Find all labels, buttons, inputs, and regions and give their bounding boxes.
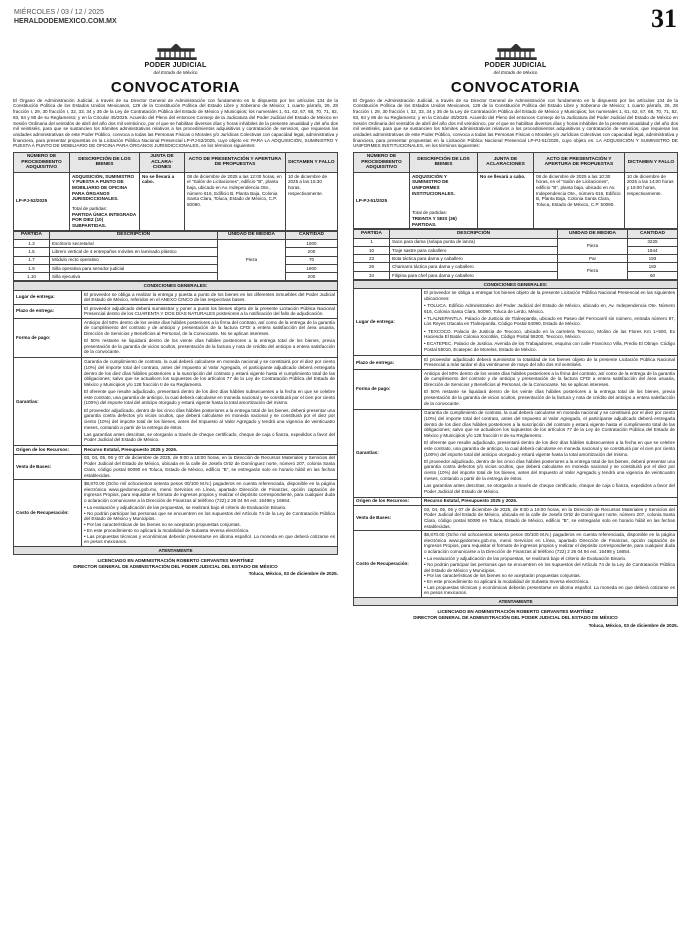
plazo-text: El proveedor adjudicado deberá suministrar la totalidad de los bienes objeto de la presente Licitación Pública Nacional Presencial a más tardar el día veintinueve de mayo del año dos mil veintiséis. <box>422 355 678 369</box>
th-descripcion: DESCRIPCIÓN <box>50 231 218 239</box>
label-garantias: Garantías: <box>354 409 422 497</box>
plazo-text: El proveedor adjudicado deberá suministrar y poner a punto los bienes objeto de la presente Licitación Pública Nacional Presencial dentro de los CUARENTA Y DOS DÍAS NATURALES posteriores a la notificación del fallo de adjudicación. <box>82 304 338 318</box>
table-row <box>14 264 338 272</box>
acto: 08 de diciembre de 2025 a las 10:30 horas, en el "Salón de Licitaciones", edificio "B", planta baja, ubicado en Av. Independencia Ote., número 616, Edificio B, Planta Baja, Colonia Santa Clara, Toluca, Estado de México, C.P. 50090. <box>534 172 625 229</box>
item-partida: 23 <box>354 255 390 263</box>
origen-text: Recurso Estatal, Presupuesto 2025 y 2026. <box>82 446 338 454</box>
org-name: PODER JUDICIAL <box>484 62 547 69</box>
item-qty: 1900 <box>286 264 338 272</box>
item-desc: Silla ejecutiva <box>50 273 218 281</box>
item-unit: Pieza <box>218 239 286 280</box>
label-pago: Forma de pago: <box>354 369 422 409</box>
label-garantias: Garantías: <box>14 358 82 446</box>
item-qty: 182 <box>628 263 678 271</box>
th-cantidad: CANTIDAD <box>628 230 678 238</box>
table-row <box>354 238 678 246</box>
th-desc: DESCRIPCIÓN DE LOS BIENES <box>70 153 140 173</box>
th-junta: JUNTA DE ACLARACIONES <box>478 153 534 173</box>
item-partida: 1.5 <box>14 248 50 256</box>
signer-title: DIRECTOR GENERAL DE ADMINISTRACIÓN DEL PODER JUDICIAL DEL ESTADO DE MÉXICO <box>413 614 618 620</box>
acto: 08 de diciembre de 2025 a las 12:00 horas, en el "Salón de Licitaciones", edificio "B", planta baja, ubicado en Av. Independencia Ote., número 616, Edificio B, Planta Baja, Colonia Santa Clara, Toluca, Estado de México, C.P. 50090. <box>185 172 286 230</box>
convocatoria-title: CONVOCATORIA <box>110 78 241 96</box>
proc-desc-cell <box>70 172 140 230</box>
venta-text: 03, 04, 05, 06 y 07 de diciembre de 2025, de 9:00 a 18:00 horas, en la Dirección de Recursos Materiales y Servicios del Poder Judicial del Estado de México, ubicada en la calle de Josefa Ortiz de Domínguez norte, número 207, colonia Santa Clara, código postal 50090 en Toluca, Estado de México, edificio "B", se entregarán solo en horario hábil en las fechas establecidas. <box>422 505 678 530</box>
convocatoria-title: CONVOCATORIA <box>450 78 581 96</box>
label-costo: Costo de Recuperación: <box>354 531 422 598</box>
lugar-text: El proveedor se obliga a realizar la entrega y puesta a punto de los bienes en los diferentes inmuebles del Poder Judicial del Estado de México, referidos en el ANEXO CINCO de las respectivas bases. <box>82 290 338 304</box>
label-pago: Forma de pago: <box>14 318 82 358</box>
place-date: Toluca, México, 03 de diciembre de 2025. <box>248 571 338 577</box>
th-descripcion: DESCRIPCIÓN <box>390 230 558 238</box>
th-acto: ACTO DE PRESENTACIÓN Y APERTURA DE PROPUESTAS <box>185 153 286 173</box>
total-label: Total de partidas: <box>72 206 107 212</box>
conditions-table <box>13 281 338 555</box>
list-item: • TEXCOCO. Palacio de Justicia de Texcoco, ubicado en la carretera Texcoco, Molino de las Flores Km 1+500, Ex Hacienda El Batán Colonia Xocotlán, Código Postal 56200, Texcoco, México. <box>424 328 675 340</box>
convocatoria-right <box>353 44 678 916</box>
convocatoria-left <box>13 44 338 916</box>
place-date: Toluca, México, 03 de diciembre de 2025. <box>588 622 678 628</box>
item-unit: Pieza <box>558 238 628 255</box>
lugar-cell <box>422 289 678 356</box>
org-subtitle: del Estado de México <box>493 70 538 75</box>
list-item: • Por las características de los bienes no se aceptarán propuestas conjuntas. <box>424 573 581 579</box>
label-plazo: Plazo de entrega: <box>354 355 422 369</box>
org-subtitle: del Estado de México <box>153 70 198 75</box>
th-acto: ACTO DE PRESENTACIÓN Y APERTURA DE PROPUESTAS <box>534 153 625 173</box>
item-qty: 70 <box>286 256 338 264</box>
label-lugar: Lugar de entrega: <box>354 289 422 356</box>
list-item: • La evaluación y adjudicación de las propuestas, se realizará bajo el criterio de Evaluación Binario. <box>424 556 627 562</box>
origen-text: Recurso Estatal, Presupuesto 2025 y 2026. <box>422 497 678 505</box>
item-desc: Librero vertical de 4 entrepaños móviles en laminado plástico <box>50 248 218 256</box>
signer-name: LICENCIADO EN ADMINISTRACIÓN ROBERTO CERVANTES MARTÍNEZ <box>437 609 594 615</box>
list-item: • Por las características de los bienes no se aceptarán propuestas conjuntas. <box>84 522 241 528</box>
list-item: • TLALNEPANTLA. Palacio de Justicia de Tlalnepantla, ubicado en Paseo del Ferrocarril sin número, entrada número 87, Los Reyes Iztacala en Tlalnepantla, Código Postal 54090, Estado de México. <box>424 315 675 327</box>
poder-judicial-logo <box>13 44 338 60</box>
table-row <box>14 273 338 281</box>
list-item: • En este procedimiento no aplicará la modalidad de Subasta Inversa electrónica. <box>424 579 590 585</box>
costo-text: $8,870.00 (Ocho mil ochocientos setenta pesos 00/100 M.N.) pagaderos en cuenta referenciada, disponible en la página electrónica www.pjedomex.gob.mx, menú Servicios en Línea, apartado Dirección de Finanzas, opción captación de Ingresos Propios, para requisitar el formato de ingresos propios y realizar el depósito correspondiente, para cualquier duda o aclaración comunicarse a la Dirección de Finanzas al teléfono (722) 2 26 04 94 ext. 15498 y 16654. <box>424 532 675 555</box>
total-partidas: PARTIDA ÚNICA INTEGRADA POR DIEZ (10) SUBPARTIDAS. <box>72 211 136 229</box>
lugar-intro: El proveedor se obliga a entregar los bienes objeto de la presente Licitación Pública Nacional Presencial en las siguientes ubicaciones: <box>424 290 675 301</box>
proc-desc-cell <box>410 172 478 229</box>
items-table <box>353 229 678 280</box>
proc-desc: ADQUISICIÓN, SUMINISTRO Y PUESTA A PUNTO DE MOBILIARIO DE OFICINA PARA ÓRGANOS JURISDICCIONALES. <box>72 173 135 202</box>
total-label: Total de partidas: <box>412 210 447 216</box>
label-origen: Origen de los Recursos: <box>354 497 422 505</box>
item-partida: 1.9 <box>14 264 50 272</box>
item-desc: Silla operativa para servidor judicial <box>50 264 218 272</box>
total-partidas: TREINTA Y SEIS (36) PARTIDAS. <box>412 216 457 227</box>
proc-number: LP-PJ-51/2025 <box>354 172 410 229</box>
label-venta: Venta de Bases: <box>14 454 82 479</box>
item-partida: 34 <box>354 271 390 279</box>
item-qty: 60 <box>628 271 678 279</box>
pago-restante: El 50% restante se liquidará dentro de los veinte días hábiles posteriores a la entrega total de los bienes, previa presentación de la garantía de vicios ocultos, presentación de la factura y nota de crédito del anticipo a entera satisfacción de la convocante. <box>84 338 335 355</box>
label-venta: Venta de Bases: <box>354 505 422 530</box>
venta-text: 03, 04, 05, 06 y 07 de diciembre de 2025, de 9:00 a 18:00 horas, en la Dirección de Recursos Materiales y Servicios del Poder Judicial del Estado de México, ubicada en la calle de Josefa Ortiz de Domínguez norte, número 207, colonia Santa Clara, código postal 50090 en Toluca, Estado de México, edificio "B", se entregarán solo en horario hábil en las fechas establecidas. <box>82 454 338 479</box>
th-partida: PARTIDA <box>354 230 390 238</box>
procedure-table <box>353 152 678 229</box>
header-site[interactable]: HERALDODEMEXICO.COM.MX <box>14 18 117 25</box>
costo-text: $8,870.00 (Ocho mil ochocientos setenta pesos 00/100 M.N.) pagaderos en cuenta referenciada, disponible en la página electrónica www.pjedomex.gob.mx, menú Servicios en Línea, apartado Dirección de Finanzas, opción captación de Ingresos Propios, para requisitar el formato de ingresos propios y realizar el depósito correspondiente, para cualquier duda o aclaración comunicarse a la Dirección de Finanzas al teléfono (722) 2 26 04 94 ext. 15498 y 16654. <box>84 480 335 503</box>
table-row <box>14 256 338 264</box>
org-name: PODER JUDICIAL <box>144 62 207 69</box>
th-partida: PARTIDA <box>14 231 50 239</box>
item-desc: Filipina para chef para dama y caballero <box>390 271 558 279</box>
item-qty: 193 <box>628 255 678 263</box>
list-item: • TOLUCA. Edificio Administrativo del Poder Judicial del Estado de México, ubicado en, Av. Independencia Ote. Número 616, Colonia Santa Clara, 50090, Toluca de Lerdo, México. <box>424 302 675 314</box>
proc-number: LP-PJ-52/2025 <box>14 172 70 230</box>
th-unidad: UNIDAD DE MEDIDA <box>218 231 286 239</box>
item-desc: Módulo recto operativo <box>50 256 218 264</box>
table-row <box>354 255 678 263</box>
pago-cell <box>422 369 678 409</box>
garantia-cumplimiento: Garantía de cumplimiento de contrato, la cual deberá calcularse en moneda nacional y se constituirá por el diez por ciento (10%) del importe total del contrato, antes del Impuesto al Valor Agregado, el participante adjudicado deberá entregarla dentro de los diez días hábiles posteriores a la suscripción del contrato y estará vigente hasta el cumplimiento total de las obligaciones; salvo que se actualicen los supuestos de los artículos 77 de la Ley de Contratación Pública del Estado de México y Municipios y/o 128 fracción II de su Reglamento. <box>424 410 675 439</box>
garantia-anticipo: El oferente que resulte adjudicado, presentará dentro de los diez días hábiles subsecuentes a la fecha en que se celebre este contrato, una garantía de anticipo, la cual deberá calcularse en moneda nacional y se constituirá por el cien por ciento (100%) del importe total del anticipo otorgado y estará vigente hasta la total amortización del mismo. <box>424 440 675 457</box>
poder-judicial-logo <box>353 44 678 60</box>
atentamente: ATENTAMENTE <box>14 546 338 554</box>
item-desc: Traje sastre para caballero <box>390 246 558 254</box>
conditions-title: CONDICIONES GENERALES: <box>14 282 338 290</box>
pago-anticipo: Anticipo del 50% dentro de los veinte días hábiles posteriores a la firma del contrato, así como de la entrega de la garantía de cumplimiento del contrato y de anticipo y presentación de la factura CFDI a entera satisfacción del área usuaria, Dirección de Servicios y Beneficios al Personal, de la Convocante. No se aplican intereses. <box>424 370 675 388</box>
item-partida: 1 <box>354 238 390 246</box>
item-qty: 1000 <box>286 239 338 247</box>
list-item: • No podrán participar las personas que se encuentren en los supuestos del Artículo 74 de la Ley de Contratación Pública del Estado de México y Municipios. <box>424 561 675 573</box>
item-desc: Chamarra táctica para dama y caballero <box>390 263 558 271</box>
th-junta: JUNTA DE ACLARA-CIONES <box>140 153 185 173</box>
pago-restante: El 50% restante se liquidará dentro de los veinte días hábiles posteriores a la entrega total de los bienes, previa presentación de la garantía de vicios ocultos, presentación de la factura y nota de crédito del anticipo a entera satisfacción de la convocante. <box>424 389 675 406</box>
label-costo: Costo de Recuperación: <box>14 480 82 547</box>
garantia-forma: Las garantías antes descritas, se otorgarán a través de cheque certificado, cheque de caja o fianza, expedidos a favor del Poder Judicial del Estado de México. <box>84 431 335 443</box>
item-partida: 1.7 <box>14 256 50 264</box>
conditions-table <box>353 280 678 606</box>
garantia-anticipo: El oferente que resulte adjudicado, presentará dentro de los diez días hábiles subsecuentes a la fecha en que se celebre este contrato, una garantía de anticipo, la cual deberá calcularse en moneda nacional y se constituirá por el cien por ciento (100%) del importe total del anticipo otorgado y estará vigente hasta la total amortización del mismo. <box>84 389 335 406</box>
list-item: • En este procedimiento no aplicará la modalidad de Subasta Inversa electrónica. <box>84 527 250 533</box>
th-cantidad: CANTIDAD <box>286 231 338 239</box>
junta: No se llevará a cabo. <box>140 172 185 230</box>
item-partida: 1.10 <box>14 273 50 281</box>
pago-cell <box>82 318 338 358</box>
intro-text: El Órgano de Administración Judicial, a través de su Director General de Administración con fundamento en lo dispuesto por los artículos 134 de la Constitución Política de los Estados Unidos Mexicanos, 129 de la Constitución Política del Estado Libre y Soberano de México; 1 cuarto párrafo, 26, 28 fracción I, 29, 30 fracción I, 32, 33, 34 y 35 de la Ley de Contratación Pública del Estado de México y Municipios; los numerales 1, 61, 62, 67, 68, 70, 71, 82, 83, 84 y 86 de su Reglamento; y en la Circular 45/2025. Acuerdo del Pleno del entonces Consejo de la Judicatura del Poder Judicial del Estado de México en Sesión Ordinaria del veintidós de abril del año dos mil veinticinco, por el que se habilitan diversos días y horas inhábiles de la presente anualidad y del año dos mil veintiséis, para que se sustancien los trámites administrativos relativos a los procedimientos adquisitivos y contratación de servicios, que requieran las unidades administrativas de este Poder Público, convoca a todas las Personas Físicas o Morales y/o Jurídicas Colectivas con capacidad legal, administrativa y financiera, para presentar propuestas en la Licitación Pública Nacional Presencial LP-PJ-51/2025, cuyo objeto es: LA ADQUISICIÓN Y SUMINISTRO DE UNIFORMES INSTITUCIONALES, en los términos siguientes: <box>353 97 678 149</box>
th-desc: DESCRIPCIÓN DE LOS BIENES <box>410 153 478 173</box>
label-origen: Origen de los Recursos: <box>14 446 82 454</box>
item-desc: Saco para dama (solapa punta de lanza) <box>390 238 558 246</box>
garantia-vicios: El proveedor adjudicado, dentro de los cinco días hábiles posteriores a la entrega total de los bienes, deberá presentar una garantía contra defectos y/o vicios ocultos, que deberá calcularse en moneda nacional y se constituirá por el diez por ciento (10%) del importe total de los bienes, antes del Impuesto al Valor Agregado y tendrá una vigencia de veinticuatro meses, contando a partir de la entrega de éstos. <box>424 458 675 481</box>
atentamente: ATENTAMENTE <box>354 597 678 605</box>
procedure-table <box>13 152 338 231</box>
costo-cell <box>82 480 338 547</box>
page-header <box>14 8 117 26</box>
th-proc: NÚMERO DE PROCEDIMIENTO ADQUISITIVO <box>354 153 410 173</box>
item-qty: 3225 <box>628 238 678 246</box>
item-partida: 1.3 <box>14 239 50 247</box>
signer-name: LICENCIADO EN ADMINISTRACIÓN ROBERTO CERVANTES MARTÍNEZ <box>97 558 254 564</box>
intro-text: El Órgano de Administración Judicial, a través de su Director General de Administración con fundamento en lo dispuesto por los artículos 134 de la Constitución Política de los Estados Unidos Mexicanos, 129 de la Constitución Política del Estado Libre y Soberano de México; 1 cuarto párrafo, 26, 28 fracción I, 29, 30 fracción I, 32, 33, 34 y 35 de la Ley de Contratación Pública del Estado de México y Municipios; los numerales 1, 61, 62, 67, 68, 70, 71, 82, 83, 84 y 86 de su Reglamento; y en la Circular 45/2025. Acuerdo del Pleno del entonces Consejo de la Judicatura del Poder Judicial del Estado de México en Sesión Ordinaria del veintidós de abril del año dos mil veinticinco, por el que se habilitan diversos días y horas inhábiles de la presente anualidad y del año dos mil veintiséis, para que se sustancien los trámites administrativos relativos a los procedimientos adquisitivos y contratación de servicios, que requieran las unidades administrativas de este Poder Público, convoca a todas las Personas Físicas o Morales y/o Jurídicas Colectivas con capacidad legal, administrativa y financiera, para presentar propuestas en la Licitación Pública Nacional Presencial LP-PJ-52/2025, cuyo objeto es: PARA LA ADQUISICIÓN, SUMINISTRO Y PUESTA A PUNTO DE MOBILIARIO DE OFICINA PARA ÓRGANOS JURISDICCIONALES, en los términos siguientes: <box>13 97 338 149</box>
item-qty: 1944 <box>628 246 678 254</box>
garantias-cell <box>422 409 678 497</box>
label-lugar: Lugar de entrega: <box>14 290 82 304</box>
item-partida: 10 <box>354 246 390 254</box>
junta: No se llevará a cabo. <box>478 172 534 229</box>
garantia-vicios: El proveedor adjudicado, dentro de los cinco días hábiles posteriores a la entrega total de los bienes, deberá presentar una garantía contra defectos y/o vicios ocultos, que deberá calcularse en moneda nacional y se constituirá por el diez por ciento (10%) del importe total de los bienes, antes del Impuesto al Valor Agregado y tendrá una vigencia de veinticuatro meses, contando a partir de la entrega de éstos. <box>84 407 335 430</box>
item-desc: Bota táctica para dama y caballero <box>390 255 558 263</box>
label-plazo: Plazo de entrega: <box>14 304 82 318</box>
fallo: 10 de diciembre de 2025 a las 15:30 horas, respectivamente. <box>285 172 337 230</box>
table-row <box>354 263 678 271</box>
item-qty: 200 <box>286 273 338 281</box>
costo-cell <box>422 531 678 598</box>
fallo: 10 de diciembre de 2025 a las 14:00 horas y 16:00 horas, respectivamente. <box>624 172 677 229</box>
list-item: • ECATEPEC. Palacio de Justicia. Avenida de los Trabajadores, esquina con calle Francisco Villa, Predio El Obraje. Código Postal 55010, Ecatepec de Morelos, Estado de México. <box>424 341 675 353</box>
proc-desc: ADQUISICIÓN Y SUMINISTRO DE UNIFORMES INSTITUCIONALES. <box>412 173 455 196</box>
item-partida: 26 <box>354 263 390 271</box>
th-unidad: UNIDAD DE MEDIDA <box>558 230 628 238</box>
th-fallo: DICTAMEN Y FALLO <box>624 153 677 173</box>
conditions-title: CONDICIONES GENERALES: <box>354 281 678 289</box>
garantia-cumplimiento: Garantía de cumplimiento de contrato, la cual deberá calcularse en moneda nacional y se constituirá por el diez por ciento (10%) del importe total del contrato, antes del Impuesto al Valor Agregado, el participante adjudicado deberá entregarla dentro de los diez días hábiles posteriores a la suscripción del contrato y estará vigente hasta el cumplimiento total de las obligaciones; salvo que se actualicen los supuestos de los artículos 77 de la Ley de Contratación Pública del Estado de México y Municipios y/o 128 fracción II de su Reglamento. <box>84 359 335 387</box>
table-row <box>14 248 338 256</box>
table-row <box>354 246 678 254</box>
items-table <box>13 231 338 282</box>
list-item: • Las propuestas técnicas y económicas deberán presentarse en idioma español. La moneda en que deberá cotizarse es en pesos mexicanos. <box>84 533 335 545</box>
page-number: 31 <box>651 4 677 33</box>
th-fallo: DICTAMEN Y FALLO <box>285 153 337 173</box>
item-unit: Par <box>558 255 628 263</box>
list-item: • No podrán participar las personas que se encuentren en los supuestos del Artículo 74 de la Ley de Contratación Pública del Estado de México y Municipios. <box>84 510 335 522</box>
garantias-cell <box>82 358 338 446</box>
table-row <box>354 271 678 279</box>
garantia-forma: Las garantías antes descritas, se otorgarán a través de cheque certificado, cheque de caja o fianza, expedidos a favor del Poder Judicial del Estado de México. <box>424 482 675 494</box>
item-unit: Pieza <box>558 263 628 280</box>
header-date: MIÉRCOLES / 03 / 12 / 2025 <box>14 9 104 16</box>
th-proc: NÚMERO DE PROCEDIMIENTO ADQUISITIVO <box>14 153 70 173</box>
item-desc: Escritorio secretarial <box>50 239 218 247</box>
table-row <box>14 239 338 247</box>
item-qty: 200 <box>286 248 338 256</box>
pago-anticipo: Anticipo del 50% dentro de los veinte días hábiles posteriores a la firma del contrato, así como de la entrega de la garantía de cumplimiento del contrato y de anticipo y presentación de la factura CFDI a entera satisfacción del área usuaria, Dirección de Servicios y Beneficios al Personal, de la Convocante. No se aplican intereses. <box>84 319 335 336</box>
list-item: • Las propuestas técnicas y económicas deberán presentarse en idioma español. La moneda en que deberá cotizarse es en pesos mexicanos. <box>424 584 675 596</box>
signer-title: DIRECTOR GENERAL DE ADMINISTRACIÓN DEL PODER JUDICIAL DEL ESTADO DE MÉXICO <box>73 563 278 569</box>
list-item: • La evaluación y adjudicación de las propuestas, se realizará bajo el criterio de Evaluación Binario. <box>84 505 287 511</box>
